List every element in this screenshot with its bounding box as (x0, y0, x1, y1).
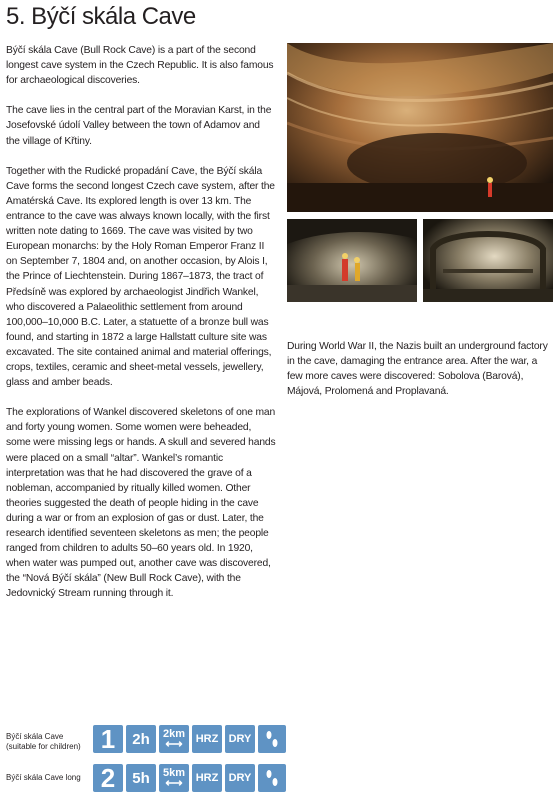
footprints-icon (258, 725, 286, 753)
time-badge: 2h (126, 725, 156, 753)
dry-badge: DRY (225, 764, 255, 792)
route-1-badges (93, 725, 286, 753)
dry-badge: DRY (225, 725, 255, 753)
route-number-badge: 2 (93, 764, 123, 792)
main-text (6, 43, 276, 617)
paragraph-history: Together with the Rudické propadání Cave, the Býčí skála Cave forms the second longest Czech cave system, after the Amatérská Cave. Its explored length is over 13 km. The entrance to the cave was always known locally, with the first written note dating to 1669. The cave was visited by two European monarchs: by the Holy Roman Emperor Franz II on September 7, 1804 and, on another occasion, by Alois I, the Prince of Liechtenstein. During 1867–1873, the tract of Předsíně was explored by archaeologist Jindřich Wankel, who discovered a Palaeolithic settlement from around 100,000–10,000 B.C. Later, a statuette of a bronze bull was found, and starting in 1872 a large Hallstatt culture site was excavated. The site contained animal and material offerings, crops, textiles, ceramic and sheet-metal vessels, jewellery, glass and amber beads. (6, 165, 275, 389)
cave-photo-main (287, 43, 553, 212)
distance-arrow-icon: ⟷ (165, 776, 183, 790)
distance-arrow-icon: ⟷ (165, 737, 183, 751)
paragraph-intro: Býčí skála Cave (Bull Rock Cave) is a part of the second longest cave system in the Czech Republic. It is also famous for archaeological discoveries. (6, 45, 274, 87)
cave-photo-factory (423, 219, 553, 302)
route-2-badges (93, 764, 286, 792)
hrz-badge: HRZ (192, 764, 222, 792)
route-number-badge: 1 (93, 725, 123, 753)
distance-badge (159, 764, 189, 792)
route-1-name: Býčí skála Cave (6, 732, 64, 741)
route-1-label (6, 732, 81, 752)
distance-value: 2km (162, 728, 186, 740)
distance-badge (159, 725, 189, 753)
page-title: 5. Býčí skála Cave (6, 3, 196, 30)
hrz-badge: HRZ (192, 725, 222, 753)
paragraph-explorations: The explorations of Wankel discovered skeletons of one man and forty young women. Some women were beheaded, some were missing legs or hands. A skull and severed hands were placed on a small “altar”. Wankel’s romantic interpretation was that he had discovered the grave of a nobleman, accompanied by ritually killed women. Other theories suggested the death of people hiding in the cave during a war or from an explosion of gas or dust. Later, the research identified seventeen skeletons as men; the people ranged from children to adults 50–60 years old. In 1920, when water was pumped out, another cave was discovered, the “Nová Býčí skála” (New Bull Rock Cave), with the Jedovnický Stream running through it. (6, 407, 276, 600)
distance-value: 5km (162, 767, 186, 779)
footprints-icon (258, 764, 286, 792)
cave-photo-people (287, 219, 417, 302)
route-2-label (6, 773, 81, 783)
paragraph-location: The cave lies in the central part of the Moravian Karst, in the Josefovské údolí Valley between the town of Adamov and the village of Křtiny. (6, 105, 272, 147)
route-1-note: (suitable for children) (6, 742, 81, 751)
time-badge: 5h (126, 764, 156, 792)
route-2-name: Býčí skála Cave long (6, 773, 81, 782)
side-text: During World War II, the Nazis built an underground factory in the cave, damaging the entrance area. After the war, a few more caves were discovered: Sobolova (Barová), Májová, Prolomená and Proplavaná. (287, 341, 548, 398)
